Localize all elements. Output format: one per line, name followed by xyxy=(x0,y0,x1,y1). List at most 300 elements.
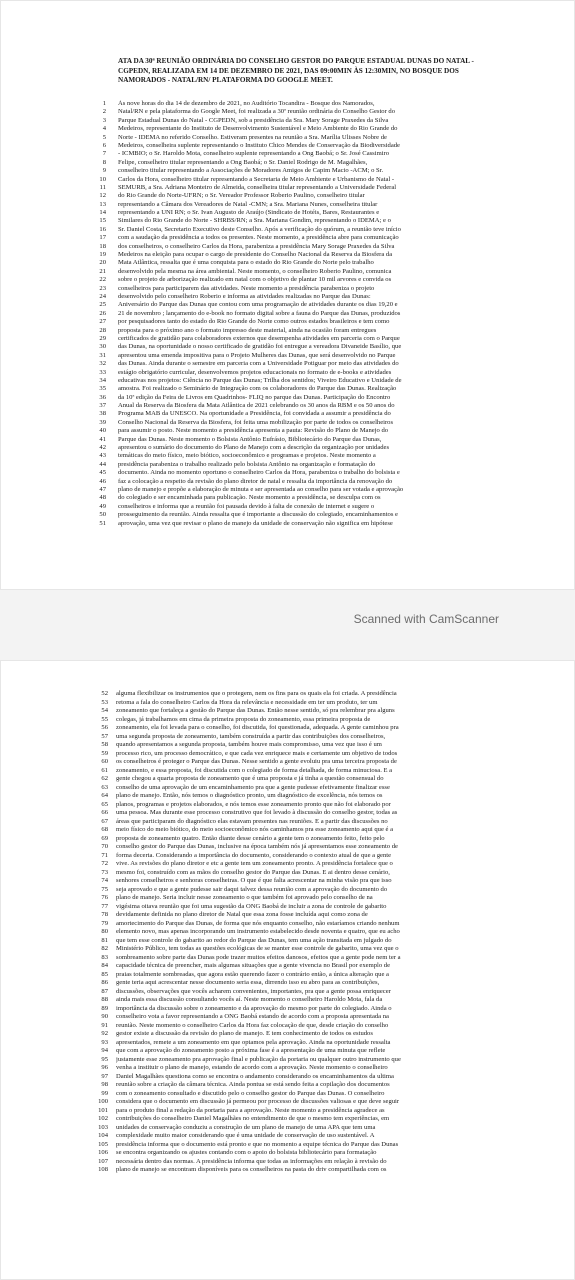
document-line xyxy=(0,192,575,200)
document-line xyxy=(0,184,575,192)
document-line xyxy=(0,1056,575,1065)
line-number: 33 xyxy=(99,368,106,376)
line-text: Parque Estadual Dunas do Natal - CGPEDN, sob a presidência da Sra. Mary Sorage Praxedes da Silva xyxy=(118,116,389,124)
line-number: 66 xyxy=(101,809,108,816)
document-line xyxy=(0,385,575,393)
line-number: 72 xyxy=(101,860,108,867)
document-line xyxy=(0,352,575,360)
document-line xyxy=(0,259,575,267)
line-text: certificados de gratidão para colaboradores externos que desempenha atividades em parceria com o Parque xyxy=(118,334,400,342)
line-text: alguma flexibilizar os instrumentos que o protegem, nem os fins para os quais ela foi criada. A presidência xyxy=(116,690,397,697)
document-line xyxy=(0,1141,575,1150)
line-text: Mata Atlântica, ressalta que é uma conquista para o estado do Rio Grande do Norte pelo trabalho xyxy=(118,259,374,267)
line-number: 9 xyxy=(102,167,106,175)
line-number: 22 xyxy=(99,276,106,284)
line-number: 89 xyxy=(101,1004,108,1012)
line-number: 35 xyxy=(99,385,106,393)
line-number: 70 xyxy=(101,843,108,850)
document-line xyxy=(0,1149,575,1158)
line-text: Aniversário do Parque das Dunas que contou com uma programação de atividades durante os dias 19,20 e xyxy=(118,301,398,309)
line-number: 103 xyxy=(98,1123,108,1131)
line-number: 53 xyxy=(101,698,108,706)
line-text: necessária dentro das normas. A presidência informa que todas as informações em relação à revisão do xyxy=(116,1157,387,1165)
line-number: 8 xyxy=(102,158,106,166)
document-line xyxy=(0,201,575,209)
line-number: 84 xyxy=(101,962,108,969)
document-line xyxy=(0,419,575,427)
line-text: gente chegou a quarta proposta de zoneamento que é uma proposta e já tinha a questão consensual do xyxy=(116,775,384,782)
document-line xyxy=(0,758,575,767)
scanned-page-2 xyxy=(0,660,575,1280)
document-line xyxy=(0,494,575,502)
document-line xyxy=(0,937,575,946)
line-number: 95 xyxy=(101,1055,108,1063)
line-number: 74 xyxy=(101,877,108,884)
line-number: 107 xyxy=(98,1157,108,1165)
line-text: conselho gestor do Parque das Dunas, inclusive na época também nós já apresentamos esse zoneamento de xyxy=(116,843,398,850)
line-text: uma segunda proposta de zoneamento, também construída a partir das contribuições dos conselheiros, xyxy=(116,732,386,740)
line-text: faz a colocação a respeito da revisão do plano diretor de natal e ressalta da importância da renovação do xyxy=(118,477,393,485)
line-number: 60 xyxy=(101,758,108,765)
line-number: 69 xyxy=(101,834,108,842)
line-text: com a saudação da presidência a todos os presentes. Neste momento, a presidência abre para comunicação xyxy=(118,234,399,242)
line-number: 64 xyxy=(101,792,108,799)
line-number: 100 xyxy=(98,1098,108,1105)
document-line xyxy=(0,301,575,309)
line-number: 6 xyxy=(102,141,106,149)
line-number: 14 xyxy=(99,209,106,217)
line-text: dos conselheiros, o conselheiro Carlos da Hora, parabeniza a presidência Mary Sorage Praxedes da Silva xyxy=(118,242,395,250)
document-line xyxy=(0,877,575,886)
line-text: documento. Ainda no momento oportuno o conselheiro Carlos da Hora, parabeniza o trabalho do bolsista e xyxy=(118,469,400,477)
line-number: 25 xyxy=(99,301,106,309)
line-text: complexidade muito maior considerando que é uma unidade de conservação de uso sustentável. A xyxy=(116,1132,375,1139)
document-line xyxy=(0,444,575,452)
line-number: 36 xyxy=(99,393,106,401)
document-line xyxy=(0,150,575,158)
line-number: 101 xyxy=(98,1106,108,1114)
line-number: 58 xyxy=(101,741,108,748)
document-line xyxy=(0,1005,575,1014)
page-1-lines xyxy=(0,100,575,528)
line-text: que com a aprovação do zoneamento posto a próxima fase é a apresentação de uma minuta que reflete xyxy=(116,1047,386,1054)
line-text: Medeiros, conselheira suplente representando o Instituto Chico Mendes de Conservação da Biodiversidade xyxy=(118,141,400,149)
line-text: zoneamento, e essa proposta, foi discutida com o colegiado de forma detalhada, de forma minuciosa. E a xyxy=(116,766,393,774)
line-text: amostra. Foi realizado o Seminário de Integração com os colaboradores do Parque das Dunas. Realização xyxy=(118,385,397,393)
document-line xyxy=(0,226,575,234)
document-line xyxy=(0,835,575,844)
line-number: 65 xyxy=(101,800,108,808)
line-number: 21 xyxy=(99,267,106,275)
line-text: elemento novo, mas apenas incorporando um instrumento estabelecido desde noventa e quatro, que eu acho xyxy=(116,928,400,935)
document-line xyxy=(0,293,575,301)
line-number: 106 xyxy=(98,1149,108,1156)
document-line xyxy=(0,979,575,988)
line-text: Medeiros na eleição para ocupar o cargo de presidente do Conselho Nacional da Reserva da Biosfera da xyxy=(118,251,393,259)
document-line xyxy=(0,511,575,519)
line-number: 39 xyxy=(99,418,106,426)
document-line xyxy=(0,360,575,368)
line-number: 94 xyxy=(101,1047,108,1054)
document-line xyxy=(0,461,575,469)
line-text: Às nove horas do dia 14 de dezembro de 2021, no Auditório Tocandira - Bosque dos Namorados, xyxy=(118,100,375,107)
line-text: capacidade técnica de preencher, mais algumas situações que a gente vivencia no Brasil por exemplo de xyxy=(116,962,390,969)
line-number: 1 xyxy=(102,100,106,107)
line-text: SEMURB, a Sra. Adriana Monteiro de Almeida, conselheira titular representando a Universidade Federal xyxy=(118,183,397,191)
document-line xyxy=(0,1115,575,1124)
document-line xyxy=(0,167,575,175)
line-text: prosseguimento da reunião. Ainda ressalta que é importante a discussão do colegiado, encaminhamentos e xyxy=(118,511,398,519)
line-text: uma pessoa. Mas durante esse processo construtivo que foi levado à discussão do conselho gestor, todas as xyxy=(116,809,398,816)
document-line xyxy=(0,724,575,733)
document-line xyxy=(0,234,575,242)
document-line xyxy=(0,690,575,699)
document-line xyxy=(0,1073,575,1082)
document-line xyxy=(0,402,575,410)
document-line xyxy=(0,251,575,259)
line-text: Similares do Rio Grande do Norte - SHRBS/RN; a Sra. Mariana Gondim, representando o IDEMA; e o xyxy=(118,217,391,225)
document-line xyxy=(0,792,575,801)
line-number: 90 xyxy=(101,1013,108,1020)
document-line xyxy=(0,176,575,184)
line-number: 51 xyxy=(99,519,106,527)
line-text: os conselheiros é proteger o Parque das Dunas. Nesse sentido a gente evoluiu pra uma terceira proposta de xyxy=(116,758,397,765)
document-line xyxy=(0,818,575,827)
line-number: 99 xyxy=(101,1089,108,1097)
line-text: Norte - IDEMA no referido Conselho. Estiveram presentes na reunião a Sra. Marília Ulisses Nobre de xyxy=(118,133,387,141)
line-number: 43 xyxy=(99,452,106,460)
document-line xyxy=(0,268,575,276)
document-line xyxy=(0,971,575,980)
line-number: 15 xyxy=(99,217,106,225)
document-line xyxy=(0,920,575,929)
document-line xyxy=(0,988,575,997)
line-text: conselho de uma aprovação de um encaminhamento pra que a gente pudesse efetivamente finalizar esse xyxy=(116,783,390,791)
line-text: gestor existe a discussão da revisão do plano de manejo. E tem conhecimento de todos os estudos xyxy=(116,1030,373,1037)
line-number: 86 xyxy=(101,979,108,986)
line-number: 48 xyxy=(99,494,106,502)
document-line xyxy=(0,826,575,835)
line-text: do colegiado e ser encaminhada para publicação. Neste momento a presidência, se desculpa com os xyxy=(118,494,381,502)
line-text: quando apresentamos a segunda proposta, também houve mais compromisso, uma vez que isso é um xyxy=(116,741,382,748)
line-number: 104 xyxy=(98,1132,108,1139)
document-line xyxy=(0,852,575,861)
line-number: 57 xyxy=(101,732,108,740)
line-text: para assumir o posto. Neste momento a presidência apresenta a pauta: Revisão do Plano de Manejo do xyxy=(118,427,389,435)
line-number: 38 xyxy=(99,410,106,418)
line-text: representando a UNI RN; o Sr. Ivan Augusto de Araújo (Sindicato de Hotéis, Bares, Restaurantes e xyxy=(118,209,380,217)
line-text: amortecimento do Parque das Dunas, de forma que nós enquanto conselho, não estaríamos criando nenhum xyxy=(116,919,400,927)
line-text: seja aprovado e que a gente pudesse sair daqui talvez dessa reunião com a aprovação do documento do xyxy=(116,885,388,893)
document-line xyxy=(0,750,575,759)
document-line xyxy=(0,335,575,343)
document-line xyxy=(0,100,575,108)
line-text: áreas que participaram do diagnóstico elas estavam presentes nas reuniões. E a partir das discussões no xyxy=(116,817,388,825)
line-text: Daniel Magalhães questiona como se encontra o andamento considerando os encaminhamentos da ultima xyxy=(116,1072,394,1080)
line-number: 71 xyxy=(101,851,108,859)
line-text: - ICMBIO; o Sr. Haroldo Mota, conselheiro suplente representando a Ong Baobá; o Sr. José Cassimiro xyxy=(118,150,390,158)
line-text: Carlos da Hora, conselheiro titular representando a Secretaria de Meio Ambiente e Urbanismo de Natal - xyxy=(118,175,395,183)
line-number: 4 xyxy=(102,125,106,133)
document-line xyxy=(0,1132,575,1141)
line-text: meio físico do meio biótico, do meio socioeconômico nós caminhamos pra esse zoneamento aqui que é a xyxy=(116,826,394,833)
document-line xyxy=(0,1047,575,1056)
line-number: 45 xyxy=(99,469,106,477)
line-number: 105 xyxy=(98,1140,108,1148)
line-text: proposta para o próximo ano o formato impresso deste material, ainda na ocasião foram entregues xyxy=(118,326,377,334)
line-number: 26 xyxy=(99,309,106,317)
line-text: Ministério Público, tem todas as questões ecológicas de se manter esse controle de gabarito, uma vez que o xyxy=(116,945,399,952)
line-number: 83 xyxy=(101,953,108,961)
line-text: Anual da Reserva da Biosfera da Mata Atlântica de 2021 celebrando os 30 anos da RBM e os 50 anos do xyxy=(118,402,395,410)
line-number: 77 xyxy=(101,902,108,910)
line-text: temáticas do meio físico, meio biótico, socioeconômico e programas e projetos. Neste momento a xyxy=(118,452,376,460)
document-line xyxy=(0,1090,575,1099)
document-line xyxy=(0,741,575,750)
document-line xyxy=(0,134,575,142)
line-number: 19 xyxy=(99,251,106,259)
line-text: plano de manejo e propõe a elaboração de minuta e ser apresentada ao conselho para ser votada e aprovação xyxy=(118,485,404,493)
line-number: 12 xyxy=(99,192,106,200)
document-line xyxy=(0,108,575,116)
line-text: Conselho Nacional da Reserva da Biosfera, foi feita uma mobilização por parte de todos os conselheiros xyxy=(118,418,394,426)
document-line xyxy=(0,394,575,402)
document-line xyxy=(0,1013,575,1022)
line-text: vigésima oitava reunião que foi uma sugestão da ONG Baobá de incluir a zona de controle de gabarito xyxy=(116,902,387,910)
document-line xyxy=(0,520,575,528)
line-text: apresentou o sumário do documento do Plano de Manejo com a descrição da organização por unidades xyxy=(118,444,390,452)
line-number: 73 xyxy=(101,868,108,876)
line-number: 13 xyxy=(99,200,106,208)
document-line xyxy=(0,886,575,895)
line-number: 30 xyxy=(99,343,106,351)
line-text: Felipe, conselheiro titular representando a Ong Baobá; o Sr. Daniel Rodrigo de M. Magalhães, xyxy=(118,158,368,166)
line-number: 34 xyxy=(99,376,106,384)
document-line xyxy=(0,377,575,385)
line-text: que tem esse controle do gabarito ao redor do Parque das Dunas, tem uma ação transitada em julgado do xyxy=(116,936,392,944)
line-number: 11 xyxy=(99,183,106,191)
line-number: 76 xyxy=(101,894,108,901)
line-text: praias totalmente sombreadas, que agora estão querendo fazer o contrário então, a única alteração que a xyxy=(116,970,389,978)
line-text: por pesquisadores tanto do estado do Rio Grande do Norte como outros estados brasileiros e tem como xyxy=(118,318,390,326)
document-title: ATA DA 30ª REUNIÃO ORDINÁRIA DO CONSELHO GESTOR DO PARQUE ESTADUAL DUNAS DO NATAL - CGPEDN, REALIZADA EM 14 DE DEZEMBRO DE 2021, DAS 09:00MIN ÀS 12:30MIN, NO BOSQUE DOS NAMORADOS - NATAL/RN/ PLATAFORMA DO GOOGLE MEET. xyxy=(118,57,474,84)
document-line xyxy=(0,894,575,903)
camscanner-watermark: Scanned with CamScanner xyxy=(353,612,499,626)
document-line xyxy=(0,1124,575,1133)
document-line xyxy=(0,699,575,708)
line-text: importância da discussão sobre o zoneamento e da aprovação do mesmo por parte do colegiado. Ainda o xyxy=(116,1004,392,1012)
line-number: 23 xyxy=(99,284,106,292)
line-text: da 10ª edição da Feira de Livros em Quadrinhos- FLIQ no parque das Dunas. Participação do Encontro xyxy=(118,393,391,401)
document-line xyxy=(0,903,575,912)
line-number: 31 xyxy=(99,351,106,359)
line-number: 61 xyxy=(101,766,108,774)
line-text: senhores conselheiros e senhoras conselheiras. O que é que falta acrescentar na minha visão pra que isso xyxy=(116,877,392,884)
line-text: reunião sobre a criação da câmara técnica. Ainda pontua se está sendo feita a copilação dos documentos xyxy=(116,1081,390,1088)
line-number: 46 xyxy=(99,477,106,485)
document-line xyxy=(0,217,575,225)
line-text: das Dunas, na oportunidade o nosso certificado de gratidão foi entregue a vereadora Divaneide Basílio, que xyxy=(118,343,402,351)
document-line xyxy=(0,486,575,494)
document-line xyxy=(0,1158,575,1167)
line-number: 41 xyxy=(99,435,106,443)
line-text: presidência parabeniza o trabalho realizado pelo bolsista Antônio na organização e formatação do xyxy=(118,460,376,468)
line-number: 96 xyxy=(101,1064,108,1071)
line-text: forma decerta. Considerando a importância do documento, considerando o contexto atual de que a gente xyxy=(116,851,392,859)
line-number: 2 xyxy=(102,108,106,116)
line-number: 47 xyxy=(99,485,106,493)
line-text: proposta de zoneamento quatro. Então diante desse cenário a gente tem o zoneamento feito, feito pelo xyxy=(116,834,385,842)
line-text: contribuições do conselheiro Daniel Magalhães no entendimento de que o mesmo tem experiências, em xyxy=(116,1115,390,1122)
line-text: reunião. Neste momento o conselheiro Carlos da Hora faz colocação de que, desde criação do conselho xyxy=(116,1021,389,1029)
document-line xyxy=(0,142,575,150)
document-line xyxy=(0,209,575,217)
document-line xyxy=(0,1022,575,1031)
line-text: estágio obrigatório curricular, desenvolvemos projetos educacionais no formato de e-books e atividades xyxy=(118,368,392,376)
line-text: Sr. Daniel Costa, Secretario Executivo deste Conselho. Após a verificação do quórum, a reunião teve início xyxy=(118,225,401,233)
line-number: 7 xyxy=(102,150,106,158)
document-line xyxy=(0,310,575,318)
line-number: 108 xyxy=(98,1166,108,1173)
document-line xyxy=(0,1064,575,1073)
line-text: mesmo foi, construído com as mãos do conselho gestor do Parque das Dunas. E ai dentro desse cenário, xyxy=(116,868,390,876)
line-text: colegas, já trabalhamos em cima da primeira proposta do zoneamento, essa primeira proposta de xyxy=(116,715,371,723)
line-number: 87 xyxy=(101,987,108,995)
line-number: 82 xyxy=(101,945,108,952)
line-number: 62 xyxy=(101,775,108,782)
document-line xyxy=(0,716,575,725)
line-number: 91 xyxy=(101,1021,108,1029)
line-number: 44 xyxy=(99,460,106,468)
document-line xyxy=(0,767,575,776)
line-number: 18 xyxy=(99,242,106,250)
line-number: 81 xyxy=(101,936,108,944)
document-line xyxy=(0,159,575,167)
document-line xyxy=(0,945,575,954)
line-number: 17 xyxy=(99,234,106,242)
document-line xyxy=(0,809,575,818)
line-number: 92 xyxy=(101,1030,108,1037)
line-text: Medeiros, representante do Instituto de Desenvolvimento Sustentável e Meio Ambiente do Rio Grande do xyxy=(118,125,398,133)
document-line xyxy=(0,775,575,784)
line-text: apresentou uma emenda impositiva para o Projeto Mulheres das Dunas, que será desenvolvido no Parque xyxy=(118,351,396,359)
document-line xyxy=(0,285,575,293)
line-text: zoneamento, ela foi levada para o conselho, foi discutida, foi questionada, adequada. A gente caminhou pra xyxy=(116,724,399,731)
line-number: 3 xyxy=(102,116,106,124)
document-line xyxy=(0,503,575,511)
line-number: 28 xyxy=(99,326,106,334)
line-text: com o zoneamento consultado e discutido pelo o conselho gestor do Parque das Dunas. O conselheiro xyxy=(116,1089,385,1097)
document-line xyxy=(0,733,575,742)
document-line xyxy=(0,436,575,444)
line-number: 68 xyxy=(101,826,108,833)
line-number: 20 xyxy=(99,259,106,267)
scanned-page-1 xyxy=(0,0,575,590)
document-line xyxy=(0,243,575,251)
line-number: 52 xyxy=(101,690,108,697)
document-line xyxy=(0,369,575,377)
document-line xyxy=(0,117,575,125)
document-line xyxy=(0,843,575,852)
line-number: 32 xyxy=(99,360,106,368)
line-number: 56 xyxy=(101,724,108,731)
line-number: 102 xyxy=(98,1115,108,1122)
line-number: 93 xyxy=(101,1038,108,1046)
line-number: 54 xyxy=(101,707,108,714)
line-text: ainda mais essa discussão consultando vocês aí. Neste momento o conselheiro Haroldo Mota, fala da xyxy=(116,996,383,1003)
line-text: Natal/RN e pela plataforma do Google Meet, foi realizada a 30ª reunião ordinária do Conselho Gestor do xyxy=(118,108,396,116)
line-text: 21 de novembro ; lançamento do e-book no formato digital sobre a fauna do Parque das Dunas, produzidos xyxy=(118,309,401,317)
line-text: planos, programas e projetos elaborados, e nós temos esse zoneamento pronto que não foi elaborado por xyxy=(116,800,391,808)
document-line xyxy=(0,869,575,878)
line-number: 63 xyxy=(101,783,108,791)
page-2-lines xyxy=(0,690,575,1175)
line-text: para o produto final a redação da portaria para a aprovação. Neste momento a presidência agradece as xyxy=(116,1106,385,1114)
line-text: sombreamento sobre parte das Dunas pode trazer muitos efeitos danosos, efeitos que a gente pode nem ter a xyxy=(116,953,401,961)
line-number: 42 xyxy=(99,444,106,452)
document-line xyxy=(0,962,575,971)
line-text: venha a instituir o plano de manejo, estando de acordo com a aprovação. Neste momento o conselheiro xyxy=(116,1064,388,1071)
line-number: 88 xyxy=(101,996,108,1003)
document-line xyxy=(0,327,575,335)
line-text: se encontra organizando os ajustes contando com o apoio do bolsista bibliotecário para formatação xyxy=(116,1149,377,1156)
line-text: plano de manejo. Seria incluir nesse zoneamento o que também foi aprovado pelo conselho de na xyxy=(116,894,373,901)
line-text: sobre o projeto de arborização realizado em natal com o objetivo de plantar 10 mil arvores e convida os xyxy=(118,276,392,284)
line-number: 85 xyxy=(101,970,108,978)
line-text: justamente esse zoneamento pra aprovação final e publicação da portaria ou qualquer outro instrumento que xyxy=(116,1055,401,1063)
line-number: 59 xyxy=(101,749,108,757)
line-number: 97 xyxy=(101,1072,108,1080)
line-text: zoneamento que fortaleça a gestão do Parque das Dunas. Então nesse sentido, só pra relembrar pra alguns xyxy=(116,707,395,714)
document-line xyxy=(0,452,575,460)
document-line xyxy=(0,1166,575,1175)
document-line xyxy=(0,911,575,920)
line-number: 24 xyxy=(99,292,106,300)
document-line xyxy=(0,427,575,435)
line-number: 55 xyxy=(101,715,108,723)
document-line xyxy=(0,1098,575,1107)
document-line xyxy=(0,1030,575,1039)
line-text: conselheiro titular representando a Associações de Moradores Amigos de Capim Macio -ACM; o Sr. xyxy=(118,167,384,175)
line-text: retoma a fala do conselheiro Carlos da Hora da relevância e necessidade em ter um produto, ter um xyxy=(116,698,378,706)
document-line xyxy=(0,996,575,1005)
line-number: 75 xyxy=(101,885,108,893)
line-text: aprovação, uma vez que revisar o plano de manejo da unidade de conservação não significa em hipótese xyxy=(118,519,393,527)
line-text: devidamente definida no plano diretor de Natal que essa zona fosse incluída aqui como zona de xyxy=(116,911,368,918)
document-line xyxy=(0,125,575,133)
line-text: processo rico, um processo democrático, e que cada vez enriquece mais e certamente um objetivo de todos xyxy=(116,749,398,757)
line-text: gente teria aqui acrescentar nesse documento seria essa, dirrendo isso eu abro para as contribuições, xyxy=(116,979,380,986)
document-line xyxy=(0,478,575,486)
document-line xyxy=(0,801,575,810)
line-number: 40 xyxy=(99,427,106,435)
line-text: das Dunas. Ainda durante o semestre em parceria com a Universidade Potiguar por meio das atividades do xyxy=(118,360,399,368)
document-line xyxy=(0,1039,575,1048)
line-number: 67 xyxy=(101,817,108,825)
line-text: conselheiro vota a favor representando a ONG Baobá estando de acordo com a proposta apresentada na xyxy=(116,1013,389,1020)
line-text: desenvolvido pelo conselheiro Roberio e informa as atividades realizadas no Parque das Dunas: xyxy=(118,292,371,300)
document-line xyxy=(0,784,575,793)
line-number: 50 xyxy=(99,511,106,519)
line-number: 29 xyxy=(99,334,106,342)
document-line xyxy=(0,1081,575,1090)
document-line xyxy=(0,1107,575,1116)
line-text: conselheiros para participarem das atividades. Neste momento a presidência parabeniza o projeto xyxy=(118,284,375,292)
line-text: presidência informa que o documento está pronto e que no momento a equipe técnica do Parque das Dunas xyxy=(116,1140,399,1148)
line-number: 98 xyxy=(101,1081,108,1088)
line-number: 10 xyxy=(99,175,106,183)
document-line xyxy=(0,954,575,963)
